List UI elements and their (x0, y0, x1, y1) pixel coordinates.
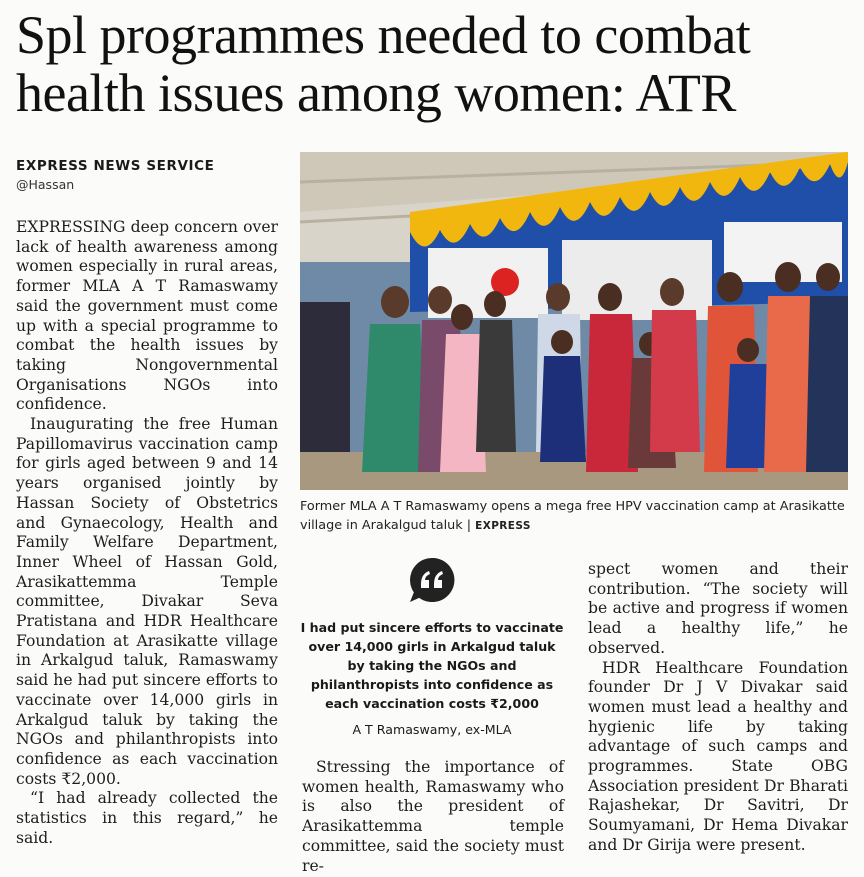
paragraph: Inaugurating the free Human Papillomavirus vaccination camp for girls aged between 9 and 14 years organised jointly by Hassan Society of Obstetrics and Gynaecology, Health and Family Welfare Department, Inner Wheel of Hassan Gold, Arasikattemma Temple committee, Divakar Seva Pratistana and HDR Healthcare Foundation at Arasikatte village in Arkalgud taluk, Ramaswamy said he had put sincere efforts to vaccinate over 14,000 girls in Arkalgud taluk by taking the NGOs and philanthropists into confidence as each vaccination costs ₹2,000. (16, 415, 278, 788)
byline: EXPRESS NEWS SERVICE (16, 158, 215, 174)
headline-line-1: Spl programmes needed to combat (16, 5, 751, 65)
paragraph: EXPRESSING deep concern over lack of health awareness among women especially in rural areas, former MLA A T Ramaswamy said the government must come up with a special programme to combat the health issues by taking Nongovernmental Organisations NGOs into confidence. (16, 218, 278, 414)
pull-quote (300, 556, 564, 746)
article-column-1 (16, 218, 278, 849)
pull-quote-author: A T Ramaswamy, ex-MLA (352, 722, 512, 737)
news-photo (300, 152, 848, 490)
photo-credit: EXPRESS (475, 520, 531, 532)
paragraph: Stressing the importance of women health, Ramaswamy who is also the president of Arasikattemma temple committee, said the society must re- (302, 758, 564, 875)
paragraph: HDR Healthcare Foundation founder Dr J V Divakar said women must lead a healthy and hygienic life by taking advantage of such camps and programmes. State OBG Association president Dr Bharati Rajashekar, Dr Savitri, Dr Soumyamani, Dr Hema Divakar and Dr Girija were present. (588, 658, 848, 854)
paragraph: “I had already collected the statistics in this regard,” he said. (16, 789, 278, 847)
pull-quote-text: I had put sincere efforts to vaccinate over 14,000 girls in Arkalgud taluk by taking the NGOs and philanthropists into confidence as each vaccination costs ₹2,000 (300, 620, 564, 711)
vaccination-camp-photo (300, 152, 848, 490)
article-column-2 (302, 758, 564, 876)
photo-caption (300, 497, 848, 536)
headline (16, 6, 856, 122)
quote-marks-icon (408, 556, 456, 604)
dateline: @Hassan (16, 177, 75, 192)
caption-text: Former MLA A T Ramaswamy opens a mega free HPV vaccination camp at Arasikatte village in Arakalgud taluk | (300, 499, 845, 533)
headline-line-2: health issues among women: ATR (16, 63, 736, 123)
paragraph: spect women and their contribution. “The society will be active and progress if women lead a healthy life,” he observed. (588, 560, 848, 657)
article-column-3 (588, 560, 848, 856)
